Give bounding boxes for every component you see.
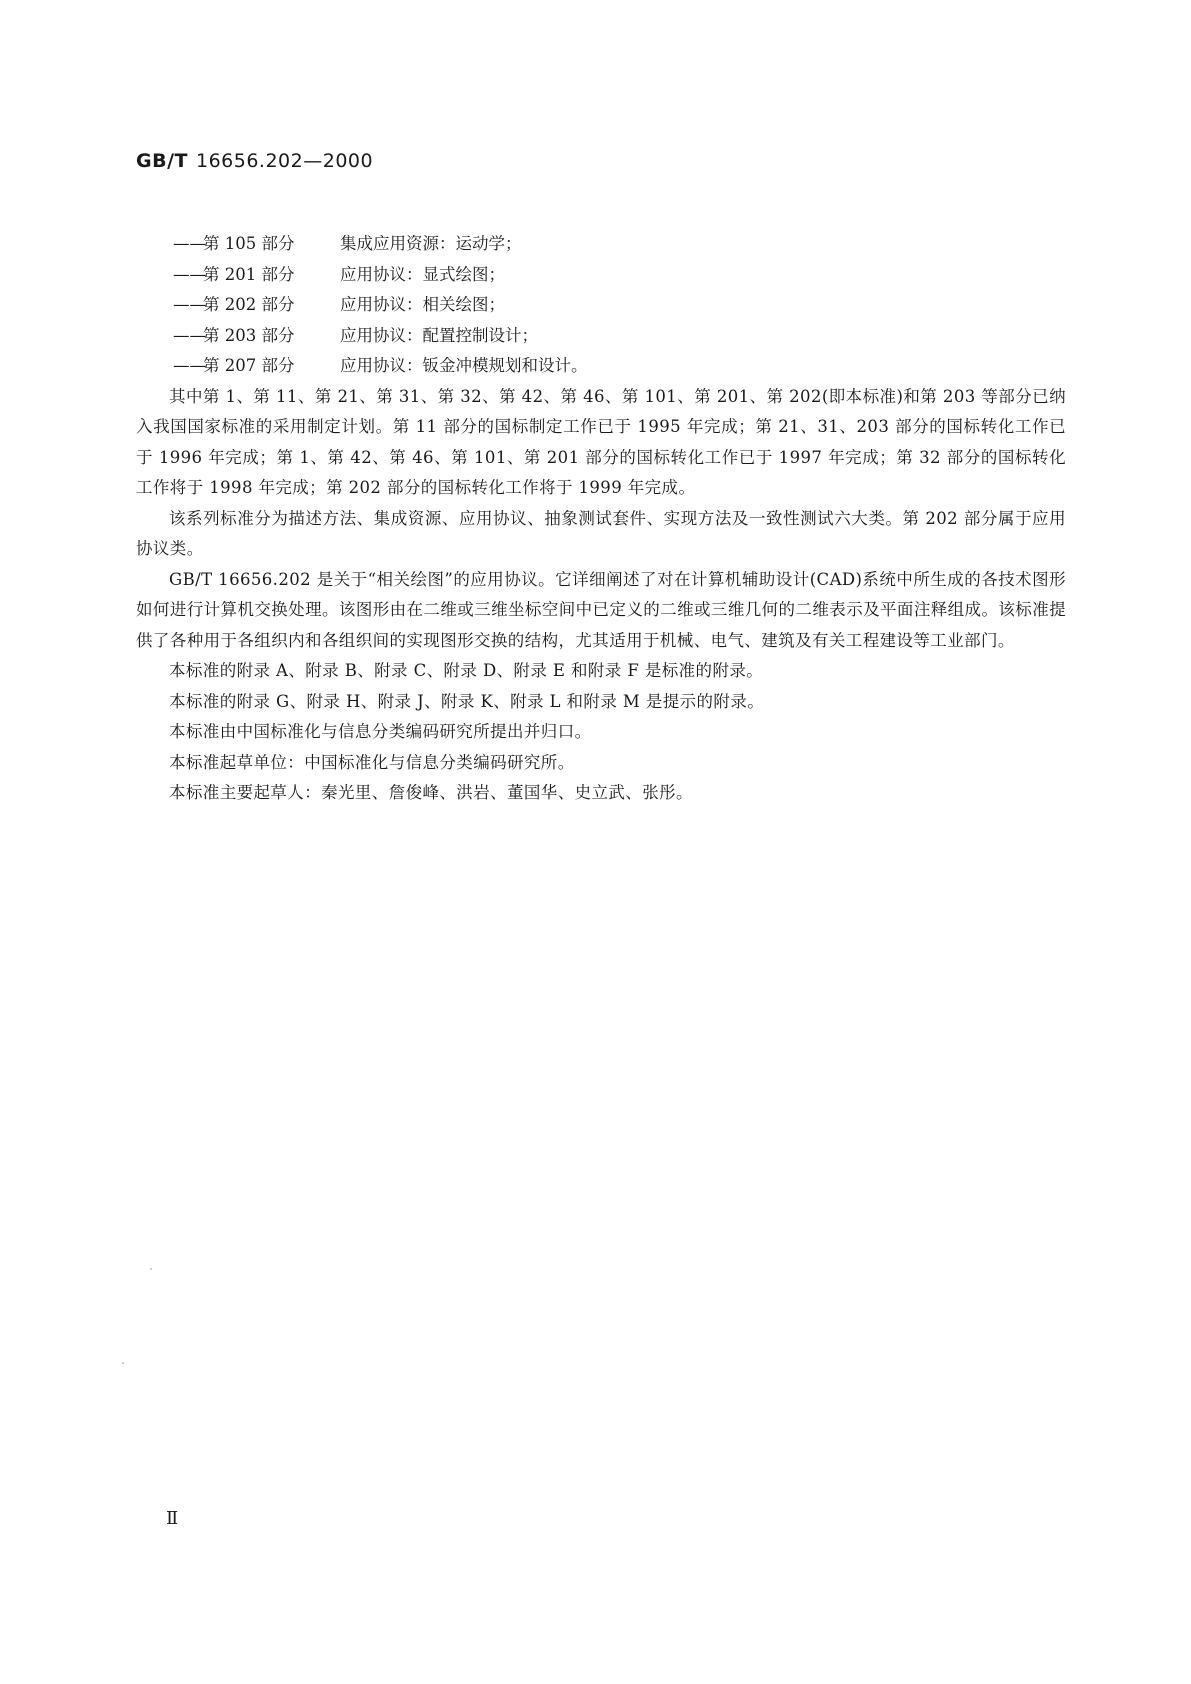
- part-number: 第 105 部分: [203, 234, 295, 253]
- paragraph-adoption-plan: 其中第 1、第 11、第 21、第 31、第 32、第 42、第 46、第 101、第 201、第 202(即本标准)和第 203 等部分已纳入我国国家标准的采用制定计划。第 11 部分的国标制定工作已于 1995 年完成；第 21、31、203 部分的国标转化工作已于 1996 年完成；第 1、第 42、第 46、第 101、第 201 部分的国标转化工作已于 1997 年完成；第 32 部分的国标转化工作将于 1998 年完成；第 202 部分的国标转化工作将于 1999 年完成。: [136, 386, 1066, 497]
- list-dash: ——: [173, 264, 206, 284]
- scan-speck: [122, 1362, 124, 1364]
- list-dash: ——: [173, 295, 206, 314]
- list-item: [136, 351, 1066, 382]
- list-dash: ——: [173, 325, 206, 345]
- list-item: [136, 260, 1066, 291]
- part-number: 第 201 部分: [203, 264, 295, 284]
- list-item: [136, 290, 1066, 321]
- paragraph-drafting-unit: 本标准起草单位：中国标准化与信息分类编码研究所。: [169, 752, 575, 772]
- paragraph-proposer: 本标准由中国标准化与信息分类编码研究所提出并归口。: [169, 722, 592, 741]
- list-dash: ——: [173, 356, 206, 375]
- part-number: 第 203 部分: [203, 325, 295, 345]
- part-title: 应用协议：相关绘图；: [340, 295, 505, 314]
- parts-list: [136, 229, 1066, 382]
- standard-header: [136, 150, 373, 172]
- document-body: [136, 229, 1066, 809]
- paragraph-normative-annexes: 本标准的附录 A、附录 B、附录 C、附录 D、附录 E 和附录 F 是标准的附录。: [169, 661, 764, 680]
- page-number: Ⅱ: [166, 1508, 179, 1529]
- list-item: [136, 321, 1066, 352]
- part-number: 第 202 部分: [203, 295, 295, 314]
- paragraph-drafters: 本标准主要起草人：秦光里、詹俊峰、洪岩、董国华、史立武、张彤。: [169, 783, 693, 802]
- part-title: 应用协议：配置控制设计；: [340, 325, 538, 345]
- paragraph-series-categories: 该系列标准分为描述方法、集成资源、应用协议、抽象测试套件、实现方法及一致性测试六大类。第 202 部分属于应用协议类。: [136, 508, 1066, 558]
- standard-code: GB/T: [136, 150, 188, 172]
- scan-speck: [150, 1268, 152, 1270]
- paragraph-informative-annexes: 本标准的附录 G、附录 H、附录 J、附录 K、附录 L 和附录 M 是提示的附录。: [169, 691, 765, 711]
- part-title: 集成应用资源：运动学；: [340, 234, 522, 253]
- part-title: 应用协议：钣金冲模规划和设计。: [340, 356, 588, 375]
- list-dash: ——: [173, 234, 206, 253]
- part-number: 第 207 部分: [203, 356, 295, 375]
- standard-number: 16656.202—2000: [195, 150, 374, 172]
- part-title: 应用协议：显式绘图；: [340, 264, 505, 284]
- paragraph-scope: GB/T 16656.202 是关于“相关绘图”的应用协议。它详细阐述了对在计算机辅助设计(CAD)系统中所生成的各技术图形如何进行计算机交换处理。该图形由在二维或三维坐标空间中已定义的二维或三维几何的二维表示及平面注释组成。该标准提供了各种用于各组织内和各组织间的实现图形交换的结构，尤其适用于机械、电气、建筑及有关工程建设等工业部门。: [136, 569, 1066, 650]
- list-item: [136, 229, 1066, 260]
